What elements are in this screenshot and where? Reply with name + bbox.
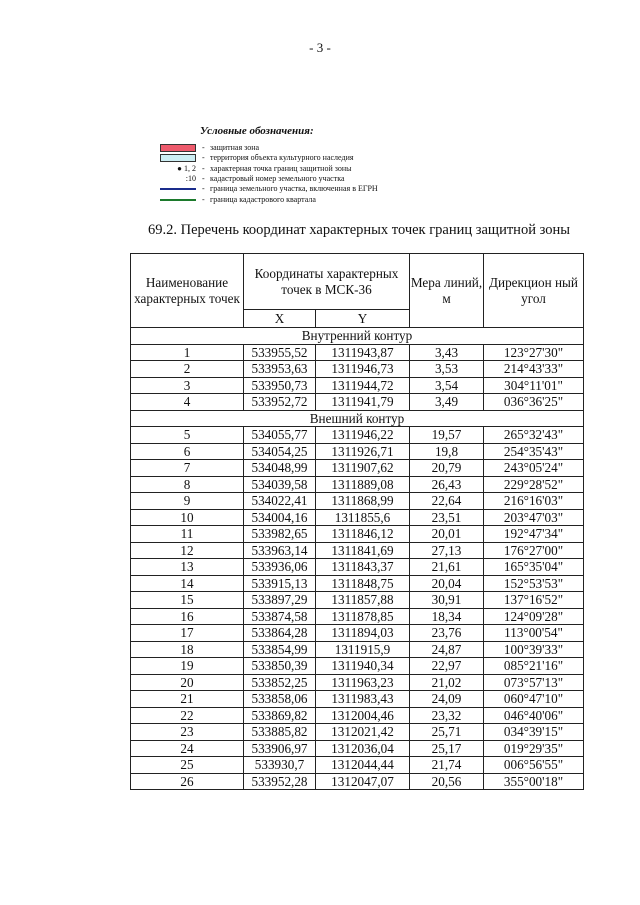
cell-point: 11	[131, 526, 244, 543]
section-heading: 69.2. Перечень координат характерных точек границ защитной зоны	[148, 222, 570, 238]
protective-zone-swatch	[160, 144, 196, 152]
cell-y: 1311889,08	[316, 476, 410, 493]
cell-y: 1311915,9	[316, 641, 410, 658]
cell-angle: 192°47'34"	[484, 526, 584, 543]
col-header-point: Наименование характерных точек	[131, 254, 244, 328]
table-row	[131, 592, 584, 609]
cell-point: 2	[131, 361, 244, 378]
section-row	[131, 410, 584, 427]
table-row	[131, 740, 584, 757]
cell-angle: 124°09'28"	[484, 608, 584, 625]
cell-point: 10	[131, 509, 244, 526]
cell-y: 1311941,79	[316, 394, 410, 411]
cell-length: 22,64	[410, 493, 484, 510]
table-row	[131, 658, 584, 675]
cell-point: 20	[131, 674, 244, 691]
cell-x: 533953,63	[244, 361, 316, 378]
cell-length: 20,01	[410, 526, 484, 543]
cell-point: 14	[131, 575, 244, 592]
cell-y: 1311944,72	[316, 377, 410, 394]
cell-angle: 229°28'52"	[484, 476, 584, 493]
cell-x: 533982,65	[244, 526, 316, 543]
col-header-angle: Дирекцион ный угол	[484, 254, 584, 328]
legend-item-label: характерная точка границ защитной зоны	[210, 164, 352, 173]
cell-point: 8	[131, 476, 244, 493]
cell-point: 19	[131, 658, 244, 675]
cell-x: 533955,52	[244, 344, 316, 361]
legend-item-label: территория объекта культурного наследия	[210, 153, 354, 162]
cell-y: 1311946,73	[316, 361, 410, 378]
table-row	[131, 526, 584, 543]
table-row	[131, 757, 584, 774]
cell-x: 533906,97	[244, 740, 316, 757]
cell-y: 1311878,85	[316, 608, 410, 625]
cell-x: 533885,82	[244, 724, 316, 741]
section-row	[131, 328, 584, 345]
table-row	[131, 691, 584, 708]
table-row	[131, 575, 584, 592]
legend-item-quarter-boundary: - граница кадастрового квартала	[160, 195, 460, 205]
cell-x: 534048,99	[244, 460, 316, 477]
cell-y: 1311946,22	[316, 427, 410, 444]
cell-point: 23	[131, 724, 244, 741]
cell-x: 534055,77	[244, 427, 316, 444]
cell-x: 533852,25	[244, 674, 316, 691]
cell-x: 533963,14	[244, 542, 316, 559]
cell-angle: 214°43'33"	[484, 361, 584, 378]
cell-point: 18	[131, 641, 244, 658]
cell-angle: 355°00'18"	[484, 773, 584, 790]
legend-item-label: защитная зона	[210, 143, 260, 152]
cell-x: 533897,29	[244, 592, 316, 609]
col-header-y: Y	[316, 310, 410, 328]
legend-item-characteristic-point: ● 1, 2 - характерная точка границ защитной зоны	[160, 164, 460, 174]
cell-angle: 019°29'35"	[484, 740, 584, 757]
table-row	[131, 773, 584, 790]
parcel-boundary-line	[160, 188, 196, 190]
cell-length: 18,34	[410, 608, 484, 625]
cell-point: 26	[131, 773, 244, 790]
cell-length: 22,97	[410, 658, 484, 675]
table-row	[131, 443, 584, 460]
cell-length: 21,74	[410, 757, 484, 774]
cell-angle: 034°39'15"	[484, 724, 584, 741]
table-row	[131, 559, 584, 576]
cell-x: 533850,39	[244, 658, 316, 675]
cell-y: 1312044,44	[316, 757, 410, 774]
cell-y: 1311848,75	[316, 575, 410, 592]
cell-angle: 152°53'53"	[484, 575, 584, 592]
cell-angle: 123°27'30"	[484, 344, 584, 361]
table-row	[131, 608, 584, 625]
cell-angle: 036°36'25"	[484, 394, 584, 411]
cell-angle: 073°57'13"	[484, 674, 584, 691]
cell-angle: 165°35'04"	[484, 559, 584, 576]
legend-title: Условные обозначения:	[200, 125, 314, 137]
cell-length: 24,87	[410, 641, 484, 658]
cell-y: 1312047,07	[316, 773, 410, 790]
cell-point: 1	[131, 344, 244, 361]
cell-angle: 085°21'16"	[484, 658, 584, 675]
cell-length: 21,02	[410, 674, 484, 691]
cell-point: 15	[131, 592, 244, 609]
cell-point: 22	[131, 707, 244, 724]
cell-x: 533950,73	[244, 377, 316, 394]
cell-length: 20,56	[410, 773, 484, 790]
cell-length: 25,17	[410, 740, 484, 757]
legend-item-label: кадастровый номер земельного участка	[210, 174, 345, 183]
cell-angle: 203°47'03"	[484, 509, 584, 526]
cell-angle: 254°35'43"	[484, 443, 584, 460]
cell-length: 20,79	[410, 460, 484, 477]
legend-item-protective-zone: - защитная зона	[160, 143, 460, 153]
cell-length: 27,13	[410, 542, 484, 559]
cell-angle: 100°39'33"	[484, 641, 584, 658]
cell-x: 533936,06	[244, 559, 316, 576]
cell-x: 533874,58	[244, 608, 316, 625]
table-row	[131, 542, 584, 559]
cell-x: 533952,28	[244, 773, 316, 790]
table-row	[131, 509, 584, 526]
page-number: - 3 -	[309, 40, 331, 55]
table-row	[131, 427, 584, 444]
table-row	[131, 377, 584, 394]
cell-point: 4	[131, 394, 244, 411]
section-title: Внутренний контур	[131, 328, 584, 345]
cell-length: 25,71	[410, 724, 484, 741]
cell-length: 3,43	[410, 344, 484, 361]
table-row	[131, 476, 584, 493]
cell-angle: 243°05'24"	[484, 460, 584, 477]
cell-length: 3,49	[410, 394, 484, 411]
cell-x: 534054,25	[244, 443, 316, 460]
cell-length: 24,09	[410, 691, 484, 708]
cell-x: 534004,16	[244, 509, 316, 526]
cell-y: 1312004,46	[316, 707, 410, 724]
legend-item-cadastral-number: :10 - кадастровый номер земельного участка	[160, 174, 460, 184]
legend-item-label: граница кадастрового квартала	[210, 195, 316, 204]
cell-y: 1312021,42	[316, 724, 410, 741]
cell-x: 533854,99	[244, 641, 316, 658]
cell-length: 3,54	[410, 377, 484, 394]
cell-angle: 060°47'10"	[484, 691, 584, 708]
cell-y: 1312036,04	[316, 740, 410, 757]
cell-length: 23,51	[410, 509, 484, 526]
cell-y: 1311843,37	[316, 559, 410, 576]
cell-angle: 006°56'55"	[484, 757, 584, 774]
cell-y: 1311857,88	[316, 592, 410, 609]
table-row	[131, 361, 584, 378]
legend-item-heritage-territory: - территория объекта культурного наследия	[160, 153, 460, 163]
cell-point: 13	[131, 559, 244, 576]
cell-y: 1311855,6	[316, 509, 410, 526]
cell-length: 26,43	[410, 476, 484, 493]
cell-length: 19,57	[410, 427, 484, 444]
col-header-length: Мера линий, м	[410, 254, 484, 328]
cell-x: 533915,13	[244, 575, 316, 592]
cell-y: 1311846,12	[316, 526, 410, 543]
legend-item-label: граница земельного участка, включенная в ЕГРН	[210, 184, 378, 193]
section-title: Внешний контур	[131, 410, 584, 427]
cell-point: 7	[131, 460, 244, 477]
cell-point: 17	[131, 625, 244, 642]
cell-point: 3	[131, 377, 244, 394]
table-row	[131, 674, 584, 691]
point-marker-icon: ● 1, 2	[177, 164, 196, 173]
table-row	[131, 641, 584, 658]
cell-point: 21	[131, 691, 244, 708]
cell-y: 1311943,87	[316, 344, 410, 361]
col-header-x: X	[244, 310, 316, 328]
cell-length: 20,04	[410, 575, 484, 592]
col-header-coordinates: Координаты характерных точек в МСК-36	[244, 254, 410, 310]
cell-length: 23,76	[410, 625, 484, 642]
table-row	[131, 394, 584, 411]
cell-x: 533864,28	[244, 625, 316, 642]
cell-point: 24	[131, 740, 244, 757]
cell-angle: 046°40'06"	[484, 707, 584, 724]
table-row	[131, 344, 584, 361]
cell-x: 533930,7	[244, 757, 316, 774]
heritage-territory-swatch	[160, 154, 196, 162]
cell-x: 534022,41	[244, 493, 316, 510]
cell-point: 6	[131, 443, 244, 460]
table-row	[131, 724, 584, 741]
cell-point: 12	[131, 542, 244, 559]
table-row	[131, 460, 584, 477]
cell-point: 25	[131, 757, 244, 774]
cell-point: 9	[131, 493, 244, 510]
cell-x: 534039,58	[244, 476, 316, 493]
cell-y: 1311940,34	[316, 658, 410, 675]
coordinates-table	[130, 253, 584, 790]
cell-y: 1311926,71	[316, 443, 410, 460]
cell-y: 1311894,03	[316, 625, 410, 642]
cell-x: 533858,06	[244, 691, 316, 708]
cell-x: 533869,82	[244, 707, 316, 724]
legend-item-parcel-boundary: - граница земельного участка, включенная в ЕГРН	[160, 184, 460, 194]
cell-y: 1311907,62	[316, 460, 410, 477]
cell-angle: 216°16'03"	[484, 493, 584, 510]
cell-y: 1311841,69	[316, 542, 410, 559]
cell-angle: 113°00'54"	[484, 625, 584, 642]
table-row	[131, 625, 584, 642]
cell-angle: 176°27'00"	[484, 542, 584, 559]
cell-point: 5	[131, 427, 244, 444]
cell-y: 1311983,43	[316, 691, 410, 708]
table-row	[131, 707, 584, 724]
cell-angle: 137°16'52"	[484, 592, 584, 609]
cell-length: 30,91	[410, 592, 484, 609]
cell-angle: 265°32'43"	[484, 427, 584, 444]
table-row	[131, 493, 584, 510]
table-body	[131, 328, 584, 790]
cell-length: 19,8	[410, 443, 484, 460]
cell-length: 23,32	[410, 707, 484, 724]
cell-length: 21,61	[410, 559, 484, 576]
quarter-boundary-line	[160, 199, 196, 201]
cell-point: 16	[131, 608, 244, 625]
cadastral-number-symbol: :10	[185, 174, 196, 183]
cell-length: 3,53	[410, 361, 484, 378]
cell-x: 533952,72	[244, 394, 316, 411]
cell-y: 1311868,99	[316, 493, 410, 510]
cell-angle: 304°11'01"	[484, 377, 584, 394]
cell-y: 1311963,23	[316, 674, 410, 691]
